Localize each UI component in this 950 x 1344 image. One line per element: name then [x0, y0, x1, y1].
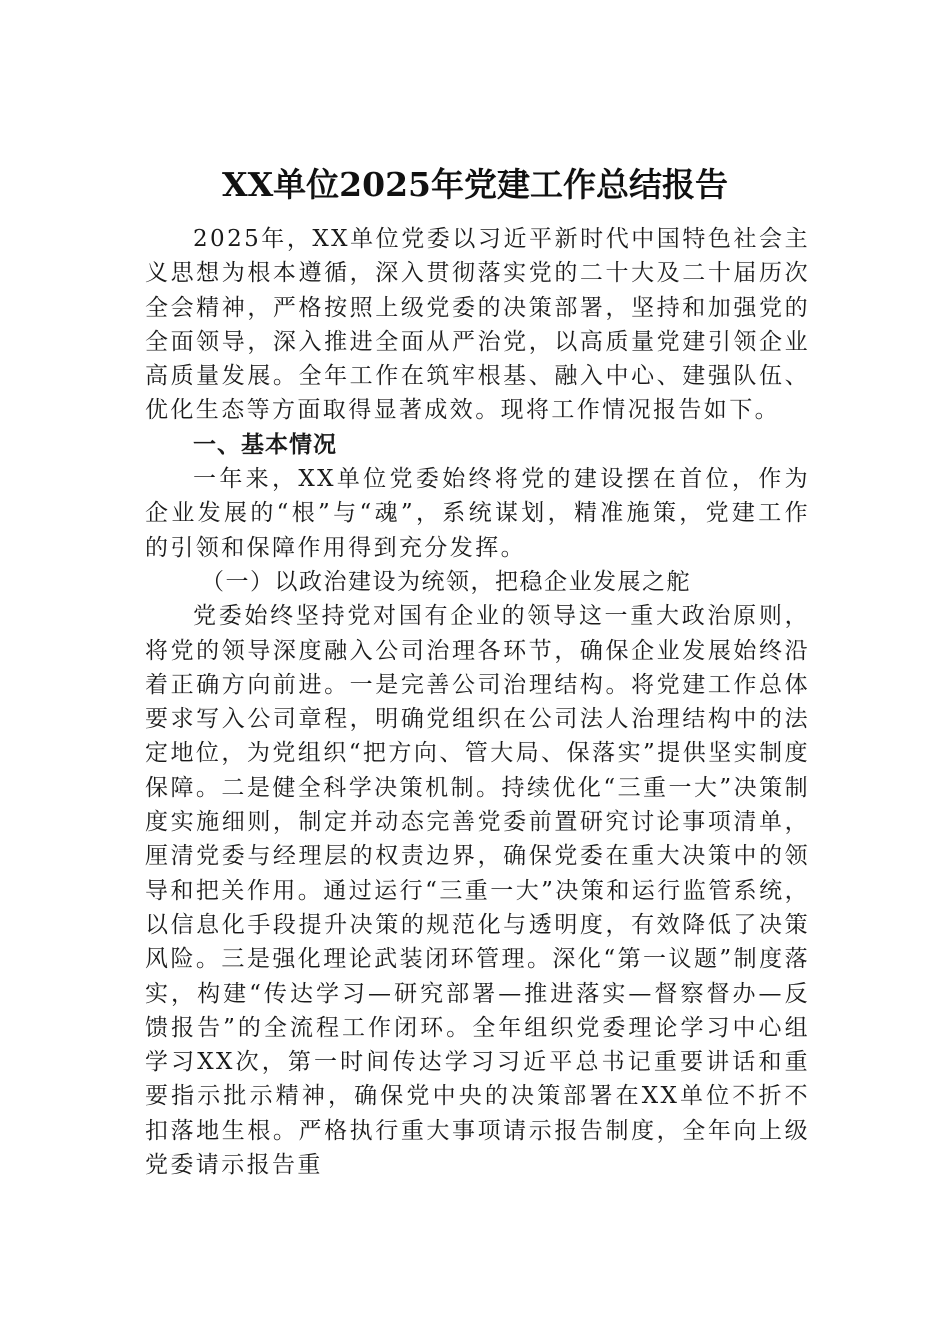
- intro-paragraph: 2025年，XX单位党委以习近平新时代中国特色社会主义思想为根本遵循，深入贯彻落实党的二十大及二十届历次全会精神，严格按照上级党委的决策部署，坚持和加强党的全面领导，深入推进全面从严治党，以高质量党建引领企业高质量发展。全年工作在筑牢根基、融入中心、建强队伍、优化生态等方面取得显著成效。现将工作情况报告如下。: [145, 226, 810, 424]
- document-body: [145, 222, 810, 1182]
- section-heading-basic-situation: 一、基本情况: [193, 431, 337, 458]
- overview-paragraph: 一年来，XX单位党委始终将党的建设摆在首位，作为企业发展的“根”与“魂”，系统谋划，精准施策，党建工作的引领和保障作用得到充分发挥。: [145, 466, 810, 561]
- subsection-heading-political-building: （一）以政治建设为统领，把稳企业发展之舵: [201, 568, 691, 595]
- political-building-paragraph: 党委始终坚持党对国有企业的领导这一重大政治原则，将党的领导深度融入公司治理各环节，确保企业发展始终沿着正确方向前进。一是完善公司治理结构。将党建工作总体要求写入公司章程，明确党组织在公司法人治理结构中的法定地位，为党组织“把方向、管大局、保落实”提供坚实制度保障。二是健全科学决策机制。持续优化“三重一大”决策制度实施细则，制定并动态完善党委前置研究讨论事项清单，厘清党委与经理层的权责边界，确保党委在重大决策中的领导和把关作用。通过运行“三重一大”决策和运行监管系统，以信息化手段提升决策的规范化与透明度，有效降低了决策风险。三是强化理论武装闭环管理。深化“第一议题”制度落实，构建“传达学习—研究部署—推进落实—督察督办—反馈报告”的全流程工作闭环。全年组织党委理论学习中心组学习XX次，第一时间传达学习习近平总书记重要讲话和重要指示批示精神，确保党中央的决策部署在XX单位不折不扣落地生根。严格执行重大事项请示报告制度，全年向上级党委请示报告重: [145, 603, 810, 1179]
- document-title: XX单位2025年党建工作总结报告: [221, 165, 729, 204]
